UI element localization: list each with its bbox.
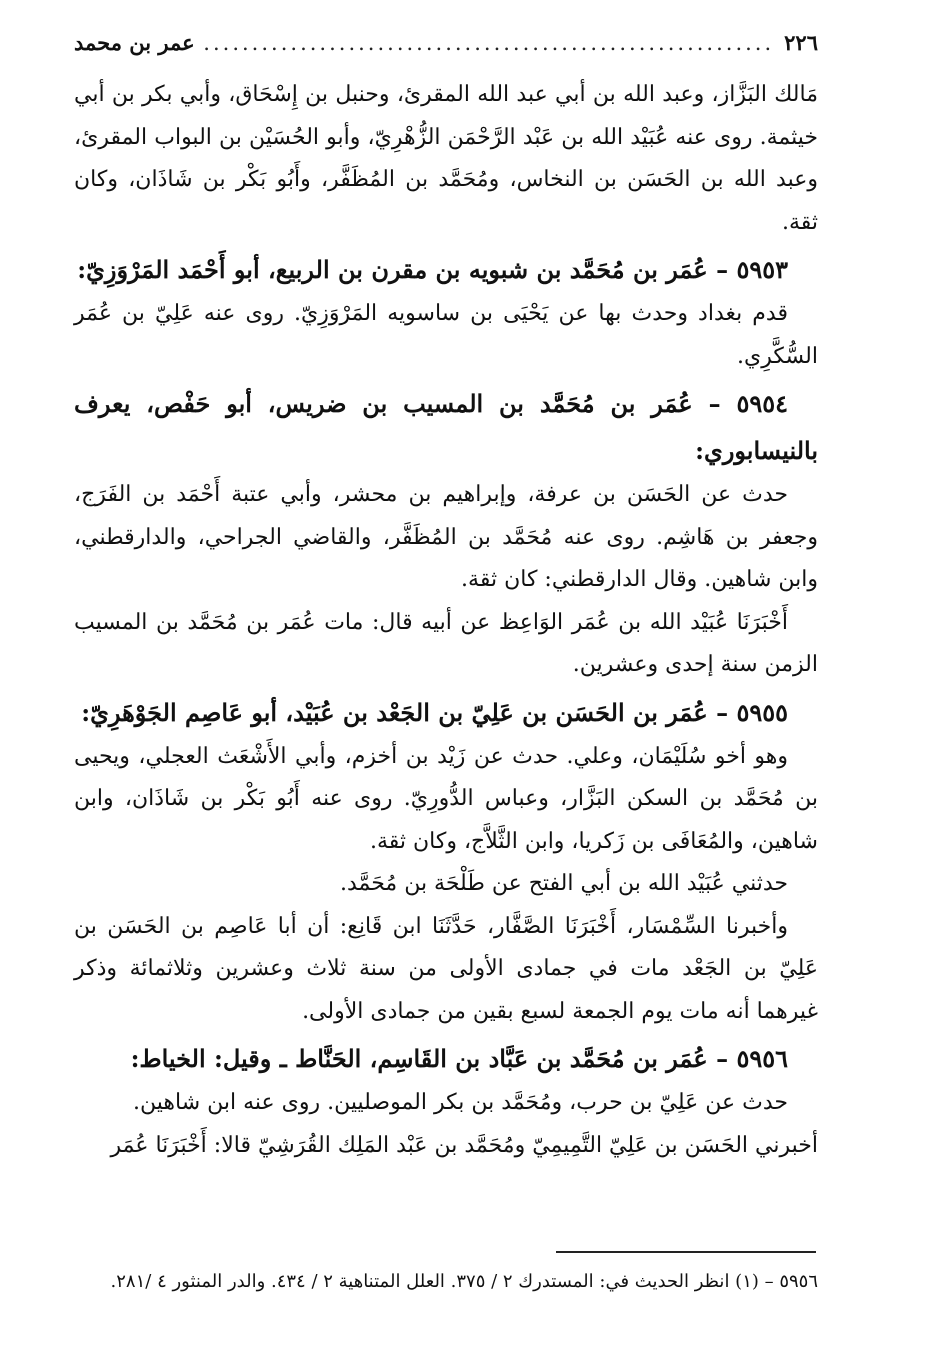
paragraph-5954-1: حدث عن الحَسَن بن عرفة، وإبراهيم بن محشر، وأبي عتبة أَحْمَد بن الفَرَج، وجعفر بن هَاشِم. روى عنه مُحَمَّد بن المُظَفَّر، والقاضي الجراحي، والدارقطني، وابن شاهين. وقال الدارقطني: كان ثقة. bbox=[74, 482, 818, 592]
entry-heading-5953: ٥٩٥٣ – عُمَر بن مُحَمَّد بن شبويه بن مقرن بن الربيع، أبو أَحْمَد المَرْوَزِيّ: bbox=[77, 255, 788, 284]
paragraph-continuation: مَالك البَزَّاز، وعبد الله بن أبي عبد الله المقرئ، وحنبل بن إِسْحَاق، وأبي بكر بن أبي خيثمة. روى عنه عُبَيْد الله بن عَبْد الرَّحْمَن الزُّهْرِيّ، وأبو الحُسَيْن بن البواب المقرئ، وعبد الله بن الحَسَن بن النخاس، ومُحَمَّد بن المُظَفَّر، وأَبُو بَكْر بن شَاذَان، وكان ثقة. bbox=[74, 82, 818, 235]
entry-heading-5954: ٥٩٥٤ – عُمَر بن مُحَمَّد بن المسيب بن ضريس، أبو حَفْص، يعرف بالنيسابوري: bbox=[74, 389, 818, 465]
paragraph-5956-2: أخبرني الحَسَن بن عَلِيّ التَّمِيمِيّ ومُحَمَّد بن عَبْد المَلِك القُرَشِيّ قالا: أَخْبَرَنَا عُمَر bbox=[110, 1132, 818, 1158]
paragraph-5955-3: وأخبرنا السِّمْسَار، أَخْبَرَنَا الصَّفَّار، حَدَّثَنَا ابن قَانِع: أن أبا عَاصِم بن الحَسَن بن عَلِيّ بن الجَعْد مات في جمادى الأولى من سنة ثلاث وعشرين وثلاثمائة وذكر غيرهما أنه مات يوم الجمعة لسبع بقين من جمادى الأولى. bbox=[74, 913, 818, 1024]
entry-heading-5955: ٥٩٥٥ – عُمَر بن الحَسَن بن عَلِيّ بن الجَعْد بن عُبَيْد، أبو عَاصِم الجَوْهَرِيّ: bbox=[81, 697, 788, 727]
footnote-separator bbox=[556, 1251, 816, 1253]
book-page bbox=[74, 30, 818, 1167]
page-header bbox=[74, 30, 818, 74]
header-leader-dots bbox=[205, 31, 774, 55]
paragraph-5955-2: حدثني عُبَيْد الله بن أبي الفتح عن طَلْحَة بن مُحَمَّد. bbox=[339, 871, 788, 896]
footnote: ٥٩٥٦ – (١) انظر الحديث في: المستدرك ٢ / ٣٧٥. العلل المتناهية ٢ / ٤٣٤. والدر المنثور ٤ /٢٨١. bbox=[110, 1271, 818, 1292]
paragraph-5956-1: حدث عن عَلِيّ بن حرب، ومُحَمَّد بن بكر الموصليين. روى عنه ابن شاهين. bbox=[133, 1090, 788, 1115]
running-title: عمر بن محمد bbox=[74, 30, 195, 55]
paragraph-5954-2: أَخْبَرَنَا عُبَيْد الله بن عُمَر الوَاعِظ عن أبيه قال: مات عُمَر بن مُحَمَّد بن المسيب الزمن سنة إحدى وعشرين. bbox=[74, 609, 818, 677]
entry-heading-5956: ٥٩٥٦ – عُمَر بن مُحَمَّد بن عَبَّاد بن القَاسِم، الحَنَّاط ـ وقيل: الخياط: bbox=[130, 1044, 788, 1073]
page-number: ٢٢٦ bbox=[784, 30, 818, 55]
paragraph-5955-1: وهو أخو سُلَيْمَان، وعلي. حدث عن زَيْد بن أخزم، وأبي الأَشْعَث العجلي، ويحيى بن مُحَمَّد بن السكن البَزَّار، وعباس الدُّورِيّ. روى عنه أَبُو بَكْر بن شَاذَان، وابن شاهين، والمُعَافَى بن زَكريا، وابن الثَّلاَّج، وكان ثقة. bbox=[74, 743, 818, 854]
paragraph-5953: قدم بغداد وحدث بها عن يَحْيَى بن ساسويه المَرْوَزِيّ. روى عنه عَلِيّ بن عُمَر السُّكَّرِي. bbox=[74, 301, 818, 369]
